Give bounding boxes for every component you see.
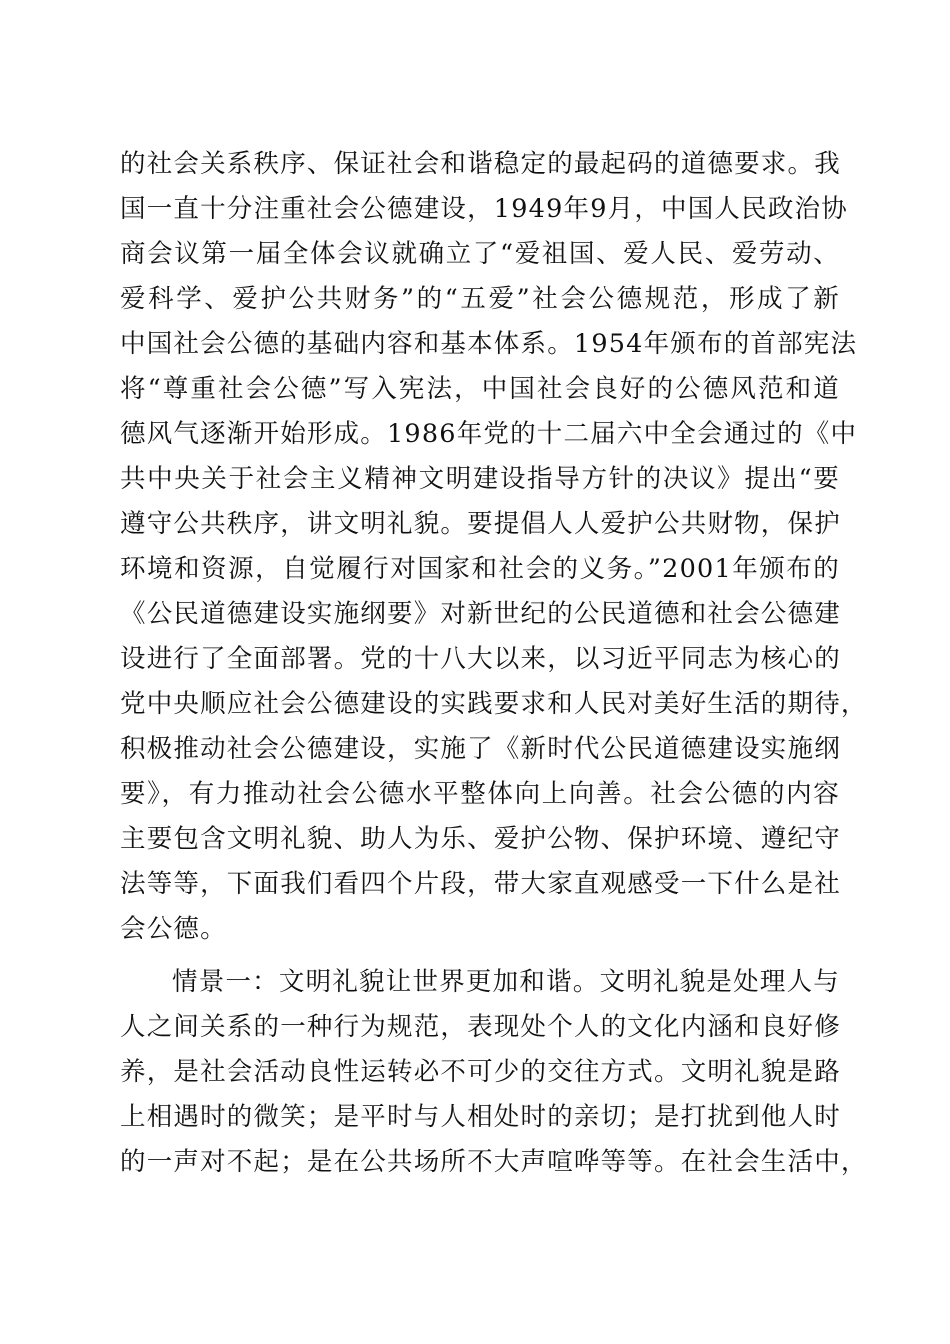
text-line: 会公德。 xyxy=(120,914,227,944)
text-line: 人之间关系的一种行为规范，表现处个人的文化内涵和良好修 xyxy=(120,1012,841,1042)
text-line: 商会议第一届全体会议就确立了“爱祖国、爱人民、爱劳动、 xyxy=(120,239,840,269)
text-line: 遵守公共秩序，讲文明礼貌。要提倡人人爱护公共财物，保护 xyxy=(120,509,841,539)
text-line: 情景一：文明礼貌让世界更加和谐。文明礼貌是处理人与 xyxy=(172,967,840,997)
text-line: 中国社会公德的基础内容和基本体系。1954年颁布的首部宪法 xyxy=(120,329,858,359)
body-text xyxy=(120,142,868,1185)
text-line: 环境和资源，自觉履行对国家和社会的义务。”2001年颁布的 xyxy=(120,554,840,584)
text-line: 主要包含文明礼貌、助人为乐、爱护公物、保护环境、遵纪守 xyxy=(120,824,841,854)
text-line: 的一声对不起；是在公共场所不大声喧哗等等。在社会生活中， xyxy=(120,1147,868,1177)
text-line: 法等等，下面我们看四个片段，带大家直观感受一下什么是社 xyxy=(120,869,841,899)
text-line: 养，是社会活动良性运转必不可少的交往方式。文明礼貌是路 xyxy=(120,1057,841,1087)
text-line: 积极推动社会公德建设，实施了《新时代公民道德建设实施纲 xyxy=(120,734,841,764)
text-line: 上相遇时的微笑；是平时与人相处时的亲切；是打扰到他人时 xyxy=(120,1102,841,1132)
text-line: 将“尊重社会公德”写入宪法，中国社会良好的公德风范和道 xyxy=(120,374,840,404)
text-line: 《公民道德建设实施纲要》对新世纪的公民道德和社会公德建 xyxy=(120,599,841,629)
text-line: 设进行了全面部署。党的十八大以来，以习近平同志为核心的 xyxy=(120,644,841,674)
text-line: 党中央顺应社会公德建设的实践要求和人民对美好生活的期待， xyxy=(120,689,868,719)
text-line: 要》，有力推动社会公德水平整体向上向善。社会公德的内容 xyxy=(120,779,840,809)
text-line: 德风气逐渐开始形成。1986年党的十二届六中全会通过的《中 xyxy=(120,419,858,449)
paragraph-2 xyxy=(120,960,868,1185)
text-line: 爱科学、爱护公共财务”的“五爱”社会公德规范，形成了新 xyxy=(120,284,840,314)
paragraph-spacer xyxy=(120,952,840,960)
paragraph-1 xyxy=(120,142,868,952)
text-line: 国一直十分注重社会公德建设，1949年9月，中国人民政治协 xyxy=(120,194,848,224)
text-line: 共中央关于社会主义精神文明建设指导方针的决议》提出“要 xyxy=(120,464,840,494)
text-line: 的社会关系秩序、保证社会和谐稳定的最起码的道德要求。我 xyxy=(120,149,841,179)
